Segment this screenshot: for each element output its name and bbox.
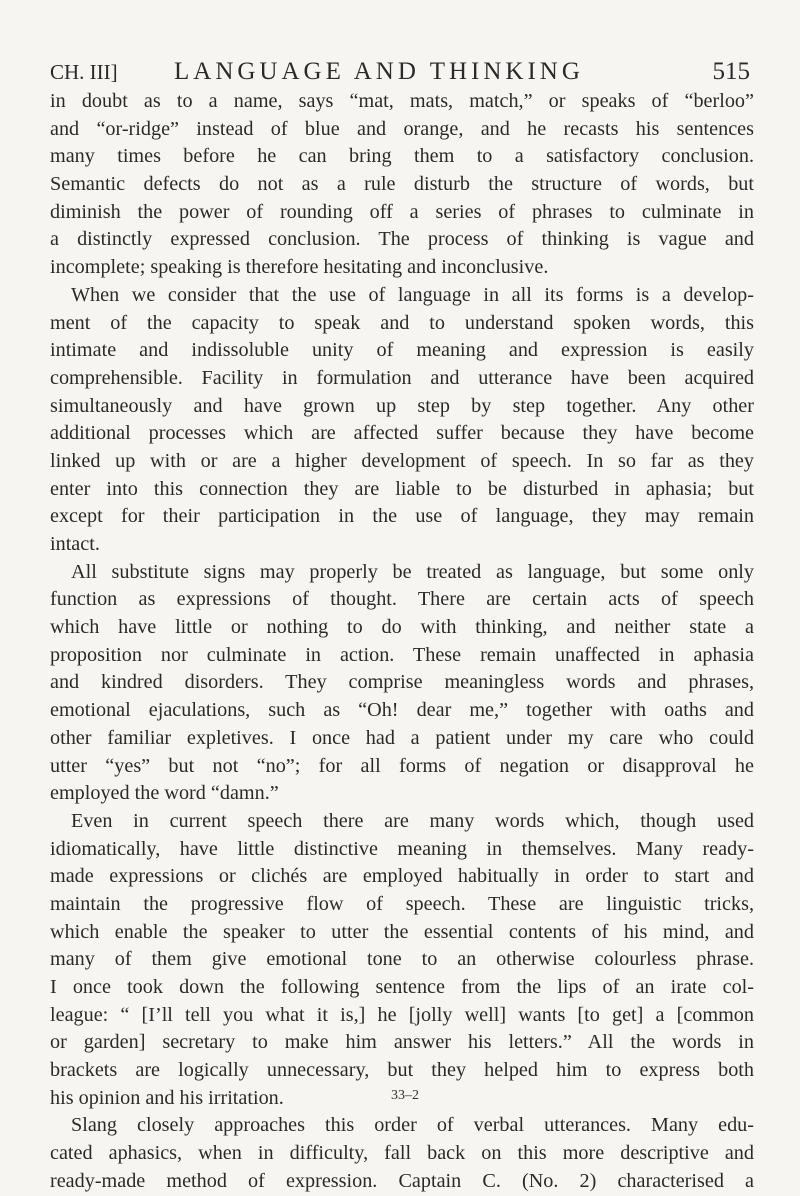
text-line: brackets are logically unnecessary, but they helped him to express both xyxy=(50,1059,754,1082)
text-line: utter “yes” but not “no”; for all forms of negation or disapproval he xyxy=(50,754,754,777)
text-line: comprehensible. Facility in formulation and utterance have been acquired xyxy=(50,366,754,389)
text-line: or garden] secretary to make him answer his letters.” All the words in xyxy=(50,1031,754,1054)
text-line: cated aphasics, when in difficulty, fall back on this more descriptive and xyxy=(50,1142,754,1165)
text-line: function as expressions of thought. There are certain acts of speech xyxy=(50,588,754,611)
text-line: ment of the capacity to speak and to understand spoken words, this xyxy=(50,311,754,334)
text-line: emotional ejaculations, such as “Oh! dear me,” together with oaths and xyxy=(50,699,754,722)
chapter-label: CH. III] xyxy=(50,60,118,84)
text-line: in doubt as to a name, says “mat, mats, match,” or speaks of “berloo” xyxy=(50,90,754,112)
text-line: many of them give emotional tone to an otherwise colourless phrase. xyxy=(50,948,754,971)
page-number: 515 xyxy=(712,58,750,85)
text-line: ready-made method of expression. Captain C. (No. 2) characterised a xyxy=(50,1169,754,1192)
text-line: Semantic defects do not as a rule disturb the structure of words, but xyxy=(50,173,754,196)
chapter-title: LANGUAGE AND THINKING xyxy=(174,58,584,85)
paragraph-start-line: All substitute signs may properly be treated as language, but some only xyxy=(71,560,754,583)
text-line: intact. xyxy=(50,533,100,555)
signature-mark: 33–2 xyxy=(391,1088,419,1103)
text-line: and kindred disorders. They comprise meaningless words and phrases, xyxy=(50,671,754,694)
text-line: additional processes which are affected suffer because they have become xyxy=(50,422,754,445)
text-line: his opinion and his irritation. xyxy=(50,1086,284,1109)
text-line: proposition nor culminate in action. These remain unaffected in aphasia xyxy=(50,643,754,666)
text-line: other familiar expletives. I once had a patient under my care who could xyxy=(50,726,754,749)
text-line: made expressions or clichés are employed habitually in order to start and xyxy=(50,865,754,888)
paragraph-start-line: When we consider that the use of language in all its forms is a develop- xyxy=(71,283,754,306)
text-line: idiomatically, have little distinctive meaning in themselves. Many ready- xyxy=(50,837,754,860)
text-line: a distinctly expressed conclusion. The process of thinking is vague and xyxy=(50,228,754,251)
text-line: simultaneously and have grown up step by step together. Any other xyxy=(50,394,754,417)
text-line: diminish the power of rounding off a series of phrases to culminate in xyxy=(50,200,754,223)
text-line: employed the word “damn.” xyxy=(50,782,279,805)
text-line: which have little or nothing to do with thinking, and neither state a xyxy=(50,616,754,639)
text-line: intimate and indissoluble unity of meaning and expression is easily xyxy=(50,339,754,362)
text-line: enter into this connection they are liable to be disturbed in aphasia; but xyxy=(50,477,754,500)
text-line: maintain the progressive flow of speech. These are linguistic tricks, xyxy=(50,892,754,915)
text-line: except for their participation in the use of language, they may remain xyxy=(50,505,754,528)
text-line: which enable the speaker to utter the essential contents of his mind, and xyxy=(50,920,754,943)
running-head xyxy=(50,54,750,90)
text-line: league: “ [I’ll tell you what it is,] he [jolly well] wants [to get] a [common xyxy=(50,1003,754,1026)
text-line: linked up with or are a higher development of speech. In so far as they xyxy=(50,449,754,472)
text-line: I once took down the following sentence from the lips of an irate col- xyxy=(50,976,754,998)
paragraph-start-line: Slang closely approaches this order of verbal utterances. Many edu- xyxy=(71,1114,754,1137)
text-line: many times before he can bring them to a satisfactory conclusion. xyxy=(50,145,754,168)
body-text xyxy=(50,88,754,1196)
text-line: and “or-ridge” instead of blue and orange, and he recasts his sentences xyxy=(50,117,754,140)
paragraph-start-line: Even in current speech there are many words which, though used xyxy=(71,809,754,832)
text-line: incomplete; speaking is therefore hesitating and inconclusive. xyxy=(50,256,549,279)
